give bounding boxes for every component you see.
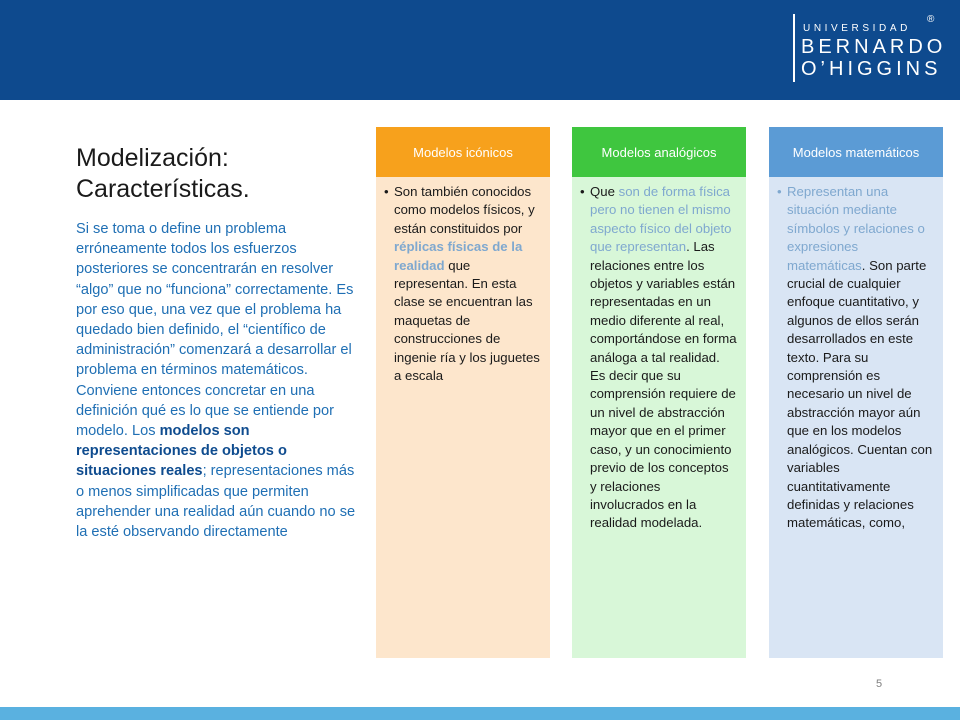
panel-analog-highlight: son de forma física pero no tienen el mismo aspecto físico del objeto que representan — [590, 184, 732, 255]
panel-analog-models — [572, 127, 746, 658]
intro-text-part1: Si se toma o define un problema erróneamente todos los esfuerzos posteriores se concentrarán en resolver “algo” que no “funciona” correctamente. Es por eso que, una vez que el problema ha quedado bien definido, el “científico de administración” comenzará a desarrollar el problema en términos matemáticos. Conviene entonces concretar en una definición qué es lo que se entiende por modelo. Los — [76, 221, 354, 440]
panel-math-body — [769, 177, 943, 658]
panel-math-text-b: . Son parte crucial de cualquier enfoque cuantitativo, y algunos de ellos serán desarrollados en este texto. Para su comprensión es necesario un nivel de abstracción mayor aún que en los modelos analógicos. Cuentan con variables cuantitativamente definidas y relaciones matemáticas, como, — [787, 257, 933, 531]
footer-band — [0, 707, 960, 720]
panel-iconic-models — [376, 127, 550, 658]
logo-line-ohiggins: O’HIGGINS — [801, 58, 942, 80]
panel-math-models — [769, 127, 943, 658]
panel-analog-text-a: Que — [590, 184, 619, 199]
panel-analog-heading: Modelos analógicos — [572, 127, 746, 177]
panel-iconic-text-a: Son también conocidos como modelos físicos, y están constituidos por — [394, 184, 535, 236]
intro-text-part2: ; representaciones más o menos simplificadas que permiten aprehender una realidad aún cuando no se la esté observando directamente — [76, 463, 356, 541]
intro-text-bold: modelos son representaciones de objetos o situaciones reales — [76, 423, 287, 480]
panel-iconic-highlight: réplicas físicas de la realidad — [394, 239, 523, 273]
panel-iconic-body — [376, 177, 550, 658]
logo-line-universidad: UNIVERSIDAD — [803, 23, 911, 34]
intro-paragraph — [76, 219, 366, 542]
university-logo — [793, 10, 953, 90]
bullet-icon: • — [777, 184, 782, 199]
logo-line-bernardo: BERNARDO — [801, 36, 947, 58]
panel-analog-text-b: . Las relaciones entre los objetos y variables están representadas en un medio diferente al real, comportándose en forma análoga a tal realidad. Es decir que su comprensión requiere de un nivel de abstracción mayor que en el primer caso, y un conocimiento previo de los conceptos y relaciones involucrados en la realidad modelada. — [590, 239, 737, 531]
slide-title: Modelización: Características. — [76, 144, 250, 203]
panel-iconic-text-b: que representan. En esta clase se encuentran las maquetas de construcciones de ingenie ría y los juguetes a escala — [394, 257, 540, 384]
logo-divider — [793, 14, 795, 82]
panel-analog-body — [572, 177, 746, 658]
registered-mark: ® — [927, 14, 935, 25]
panel-iconic-heading: Modelos icónicos — [376, 127, 550, 177]
page-number: 5 — [876, 678, 883, 690]
bullet-icon: • — [580, 184, 585, 199]
panel-math-heading: Modelos matemáticos — [769, 127, 943, 177]
header-band — [0, 0, 960, 100]
bullet-icon: • — [384, 184, 389, 199]
panel-math-highlight: Representan una situación mediante símbolos y relaciones o expresiones matemáticas — [787, 184, 925, 273]
